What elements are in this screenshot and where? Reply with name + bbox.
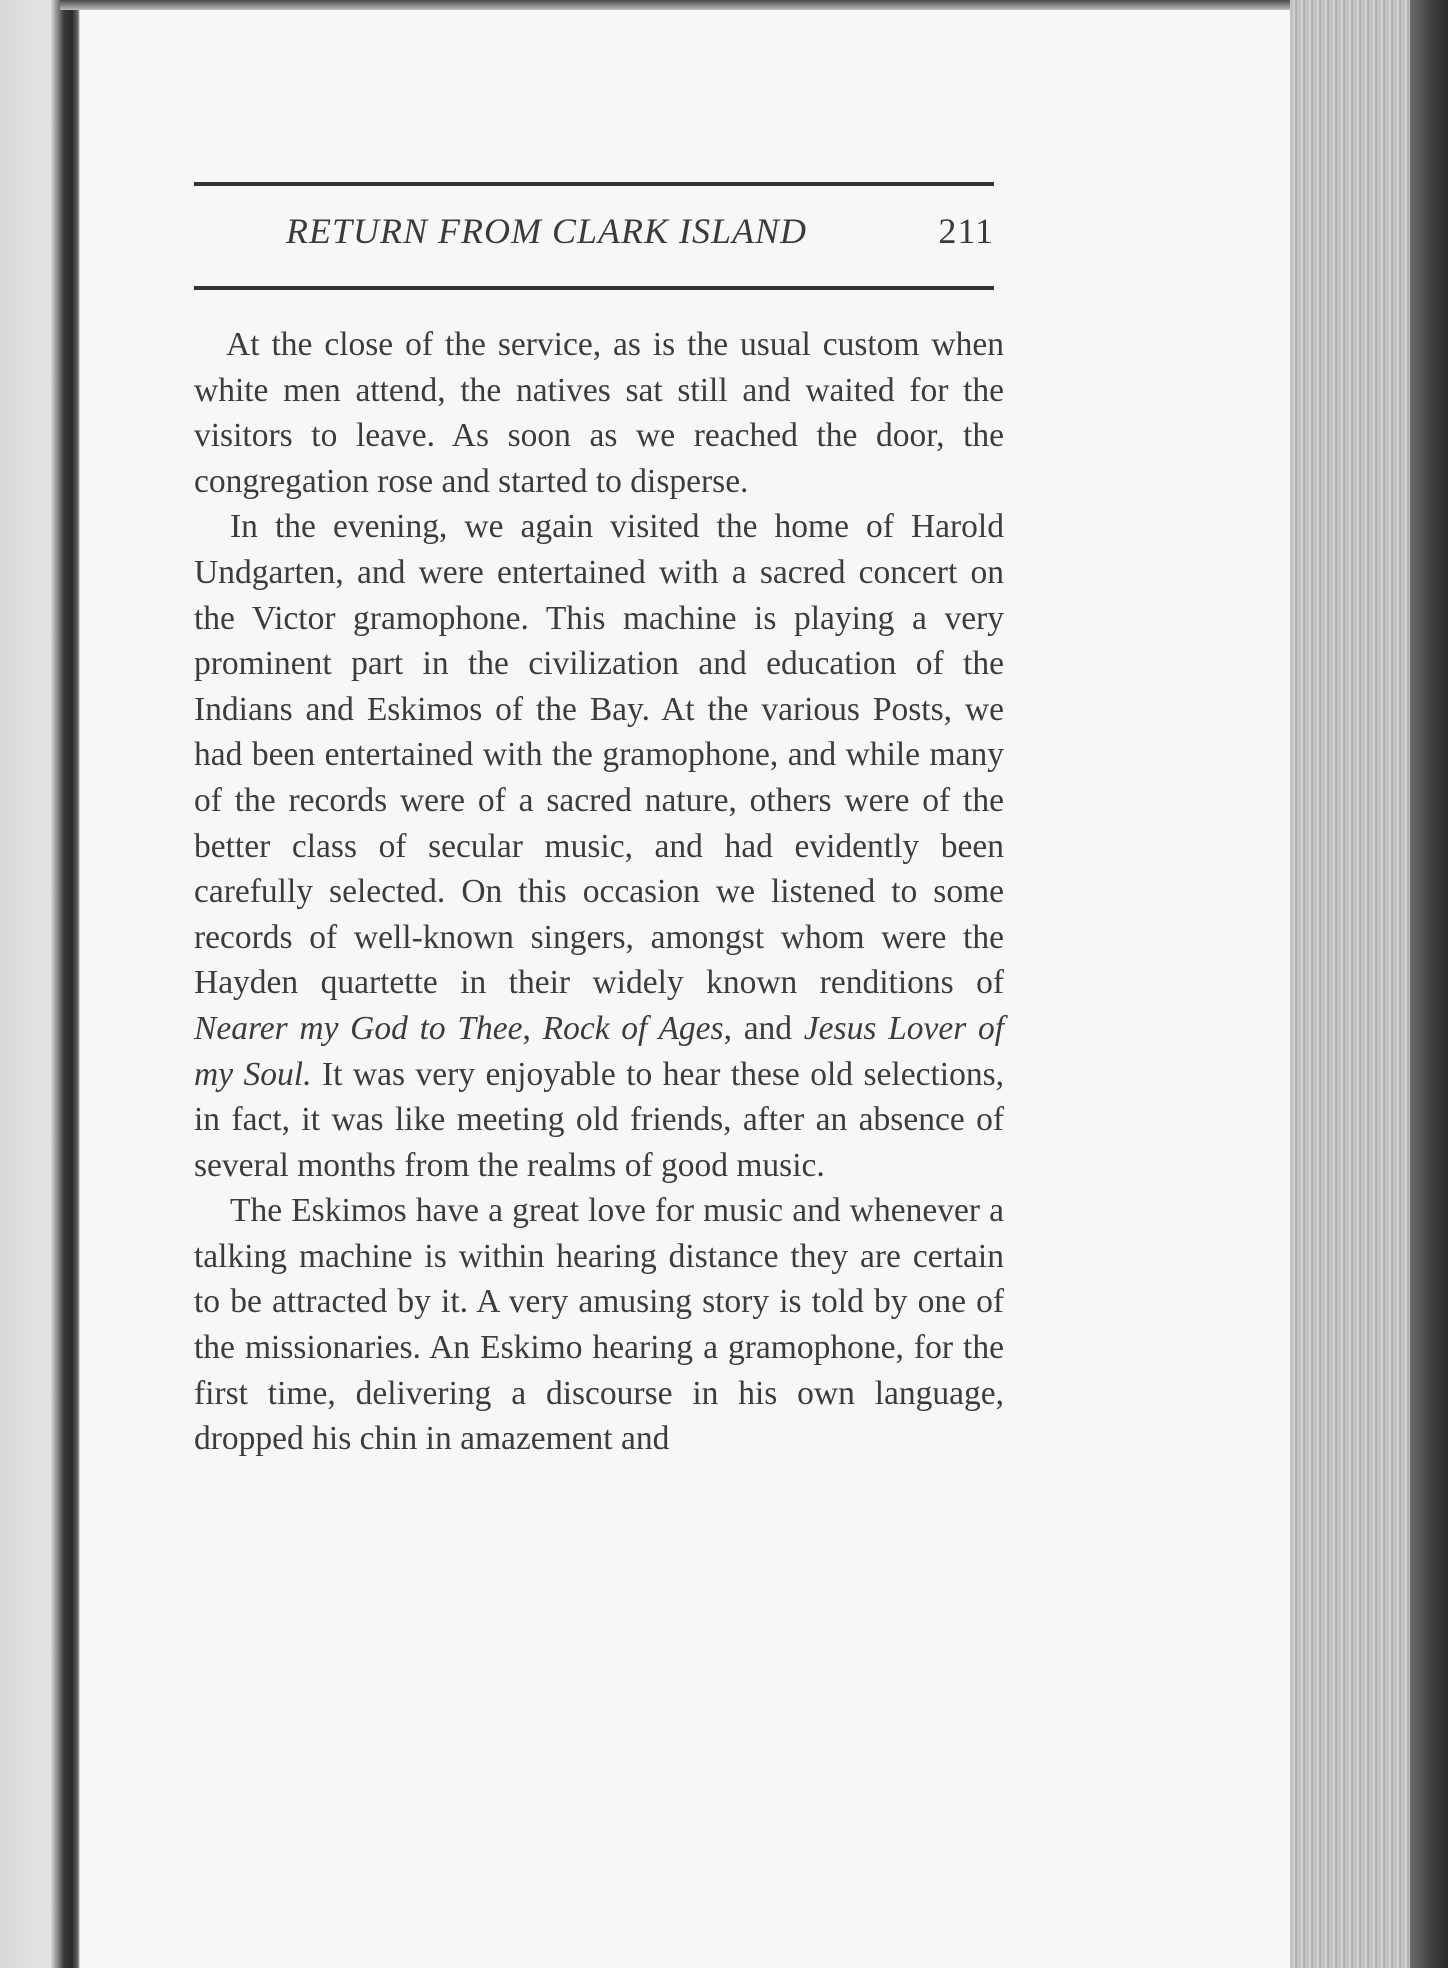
song-title-nearer-my-god: Nearer my God to Thee [194,1009,523,1047]
paragraph-2-text-a: In the evening, we again visited the home of Harold Undgarten, and were entertained with a sacred concert on the Victor gramophone. This machine is playing a very prominent part in the civilization and education of the Indians and Eskimos of the Bay. At the various Posts, we had been entertained with the gramophone, and while many of the records were of a sacred nature, others were of the better class of secular music, and had evidently been carefully selected. On this occasion we listened to some records of well-known singers, amongst whom were the Hayden quartette in their widely known renditions of [194,508,1004,1002]
header-rule-top [194,182,994,186]
top-page-edge [60,0,1290,10]
paragraph-1: At the close of the service, as is the usual custom when white men attend, the natives sat still and waited for the visitors to leave. As soon as we reached the door, the congregation rose and started to disperse. [194,326,1004,500]
body-text [194,322,1004,1462]
separator-2: , and [723,1009,804,1047]
paragraph-2 [194,504,1004,1188]
running-title: RETURN FROM CLARK ISLAND [286,211,808,251]
separator-1: , [522,1009,543,1047]
book-cover-edge [1410,0,1448,1968]
header-rule-bottom [194,286,994,290]
page-header [194,180,994,292]
song-title-rock-of-ages: Rock of Ages [542,1009,724,1047]
page-number: 211 [938,211,994,251]
song-title-jesus-lover: Jesus Lover of my Soul. [194,1009,1005,1093]
paragraph-3: The Eskimos have a great love for music and whenever a talking machine is within hearing distance they are certain to be attracted by it. A very amusing story is told by one of the missionaries. An Eskimo hearing a gramophone, for the first time, delivering a discourse in his own language, dropped his chin in amazement and [194,1192,1004,1458]
left-page-edge [0,0,80,1968]
paragraph-2-text-b: It was very enjoyable to hear these old selections, in fact, it was like meeting old friends, after an absence of several months from the realms of good music. [194,1055,1004,1184]
